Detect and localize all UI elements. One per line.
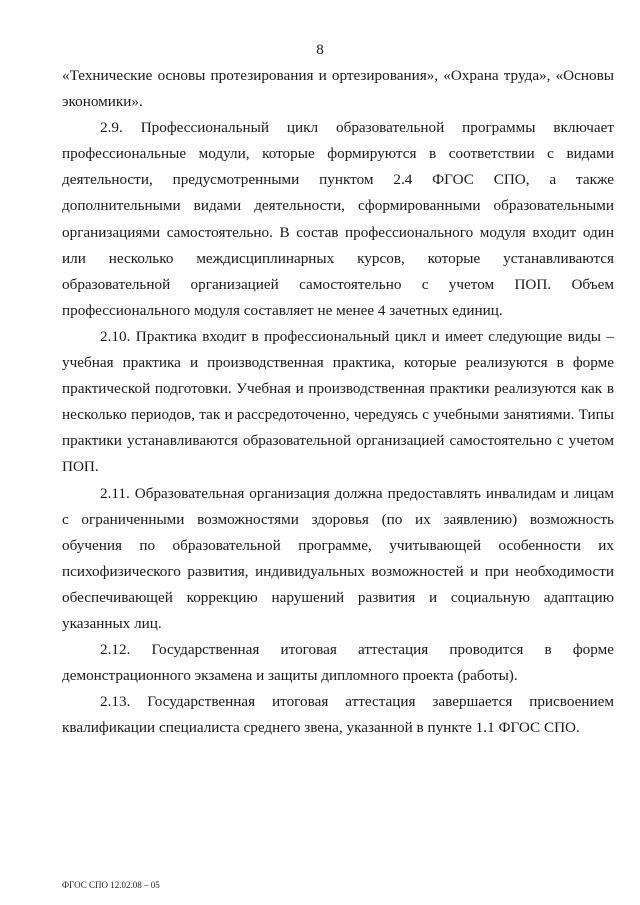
paragraph-2-9: 2.9. Профессиональный цикл образовательной программы включает профессиональные модули, которые формируются в соответствии с видами деятельности, предусмотренными пунктом 2.4 ФГОС СПО, а также дополнительными видами деятельности, сформированными образовательными организациями самостоятельно. В состав профессионального модуля входит один или несколько междисциплинарных курсов, которые устанавливаются образовательной организацией самостоятельно с учетом ПОП. Объем профессионального модуля составляет не менее 4 зачетных единиц. <box>62 119 614 319</box>
page-footer: ФГОС СПО 12.02.08 – 05 <box>62 880 160 890</box>
paragraph-2-13: 2.13. Государственная итоговая аттестация завершается присвоением квалификации специалиста среднего звена, указанной в пункте 1.1 ФГОС СПО. <box>62 693 614 737</box>
paragraph-intro: «Технические основы протезирования и ортезирования», «Охрана труда», «Основы экономики». <box>62 67 614 111</box>
paragraph-2-12: 2.12. Государственная итоговая аттестация проводится в форме демонстрационного экзамена и защиты дипломного проекта (работы). <box>62 641 614 685</box>
page-number: 8 <box>316 42 324 58</box>
paragraph-2-11: 2.11. Образовательная организация должна предоставлять инвалидам и лицам с ограниченными возможностями здоровья (по их заявлению) возможность обучения по образовательной программе, учитывающей особенности их психофизического развития, индивидуальных возможностей и при необходимости обеспечивающей коррекцию нарушений развития и социальную адаптацию указанных лиц. <box>62 484 614 632</box>
document-body <box>62 63 614 741</box>
paragraph-2-10: 2.10. Практика входит в профессиональный цикл и имеет следующие виды – учебная практика и производственная практика, которые реализуются в форме практической подготовки. Учебная и производственная практики реализуются как в несколько периодов, так и рассредоточенно, чередуясь с учебными занятиями. Типы практики устанавливаются образовательной организацией самостоятельно с учетом ПОП. <box>62 327 614 476</box>
